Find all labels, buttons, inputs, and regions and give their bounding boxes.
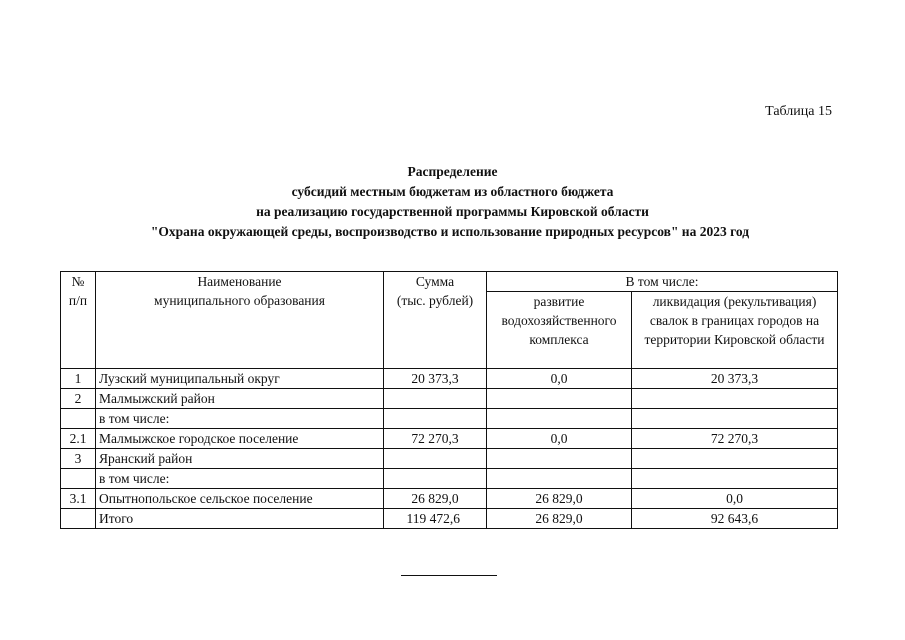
- row-num: [61, 469, 96, 489]
- header-name: [96, 272, 384, 369]
- header-sub-landfill: ликвидация (рекультивация) свалок в границах городов на территории Кировской области: [632, 292, 838, 369]
- table-number-label: Таблица 15: [765, 104, 832, 119]
- row-water: [487, 409, 632, 429]
- row-num: [61, 409, 96, 429]
- header-sub-water: развитие водохозяйственного комплекса: [487, 292, 632, 369]
- row-name: Яранский район: [96, 449, 384, 469]
- document-heading: [0, 162, 905, 242]
- total-row: [61, 509, 838, 529]
- header-sum-line2: (тыс. рублей): [396, 293, 474, 308]
- row-landfill: 20 373,3: [632, 369, 838, 389]
- total-name: Итого: [96, 509, 384, 529]
- row-name: Опытнопольское сельское поселение: [96, 489, 384, 509]
- table-row: [61, 429, 838, 449]
- row-water: [487, 469, 632, 489]
- heading-line-2: субсидий местным бюджетам из областного бюджета: [291, 184, 614, 199]
- row-water: 26 829,0: [487, 489, 632, 509]
- row-landfill: 72 270,3: [632, 429, 838, 449]
- total-num: [61, 509, 96, 529]
- footnote-divider: [401, 575, 497, 576]
- row-sum: [384, 389, 487, 409]
- header-sum-line1: Сумма: [415, 274, 455, 289]
- heading-line-1: Распределение: [407, 164, 498, 179]
- row-water: [487, 449, 632, 469]
- total-sum: 119 472,6: [384, 509, 487, 529]
- heading-line-3: на реализацию государственной программы Кировской области: [256, 204, 649, 219]
- table-row: [61, 369, 838, 389]
- header-num-line2: п/п: [68, 293, 88, 308]
- row-sum: [384, 449, 487, 469]
- row-num: 3.1: [61, 489, 96, 509]
- row-name: Малмыжский район: [96, 389, 384, 409]
- table-row: [61, 489, 838, 509]
- header-row-1: [61, 272, 838, 292]
- row-water: [487, 389, 632, 409]
- header-name-line1: Наименование: [197, 274, 282, 289]
- header-num: [61, 272, 96, 369]
- row-sum: 26 829,0: [384, 489, 487, 509]
- row-num: 2.1: [61, 429, 96, 449]
- table-row: [61, 449, 838, 469]
- row-name: в том числе:: [96, 409, 384, 429]
- row-sum: 20 373,3: [384, 369, 487, 389]
- row-num: 3: [61, 449, 96, 469]
- row-landfill: [632, 409, 838, 429]
- row-sum: [384, 409, 487, 429]
- row-landfill: [632, 449, 838, 469]
- row-num: 2: [61, 389, 96, 409]
- row-name: Малмыжское городское поселение: [96, 429, 384, 449]
- row-sum: [384, 469, 487, 489]
- subsidy-table: [60, 271, 838, 529]
- header-name-line2: муниципального образования: [154, 293, 325, 308]
- row-name: Лузский муниципальный округ: [96, 369, 384, 389]
- row-name: в том числе:: [96, 469, 384, 489]
- row-landfill: 0,0: [632, 489, 838, 509]
- table-row: [61, 409, 838, 429]
- row-water: 0,0: [487, 429, 632, 449]
- heading-line-4: "Охрана окружающей среды, воспроизводство и использование природных ресурсов" на 2023 год: [150, 224, 750, 239]
- header-group: В том числе:: [487, 272, 838, 292]
- row-landfill: [632, 469, 838, 489]
- row-sum: 72 270,3: [384, 429, 487, 449]
- row-water: 0,0: [487, 369, 632, 389]
- total-landfill: 92 643,6: [632, 509, 838, 529]
- row-num: 1: [61, 369, 96, 389]
- total-water: 26 829,0: [487, 509, 632, 529]
- row-landfill: [632, 389, 838, 409]
- header-num-line1: №: [71, 274, 85, 289]
- header-sum: [384, 272, 487, 369]
- table-row: [61, 469, 838, 489]
- table-row: [61, 389, 838, 409]
